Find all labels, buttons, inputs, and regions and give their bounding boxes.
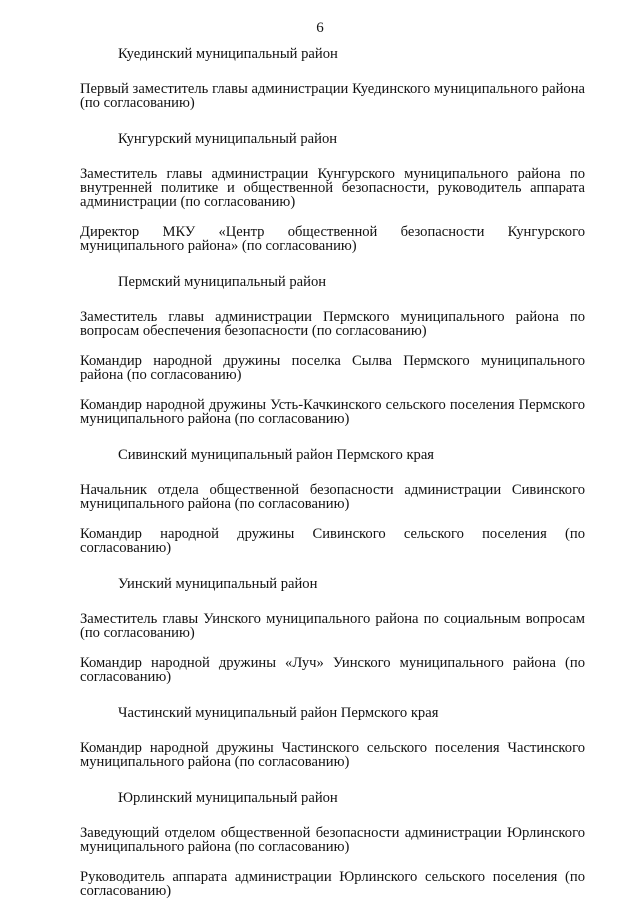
section-heading: Уинский муниципальный район [118,576,318,592]
section-entry: Заместитель главы администрации Пермского муниципального района по вопросам обеспечения безопасности (по согласованию) [80,309,585,339]
section-entry: Командир народной дружины Частинского сельского поселения Частинского муниципального района (по согласованию) [80,740,585,770]
section-entry: Первый заместитель главы администрации Куединского муниципального района (по согласованию) [80,81,585,111]
section-heading: Частинский муниципальный район Пермского края [118,705,439,721]
section-entry: Заведующий отделом общественной безопасности администрации Юрлинского муниципального района (по согласованию) [80,825,585,855]
section-heading: Сивинский муниципальный район Пермского края [118,447,435,463]
section-entry: Командир народной дружины Сивинского сельского поселения (по согласованию) [80,526,585,556]
section-entry: Командир народной дружины поселка Сылва Пермского муниципального района (по согласованию) [80,353,585,383]
document-body [80,47,585,898]
section-entry: Директор МКУ «Центр общественной безопасности Кунгурского муниципального района» (по согласованию) [80,224,585,254]
section-entry: Командир народной дружины Усть-Качкинского сельского поселения Пермского муниципального района (по согласованию) [80,397,585,427]
section-entry: Командир народной дружины «Луч» Уинского муниципального района (по согласованию) [80,655,585,685]
section-heading: Куединский муниципальный район [118,46,338,62]
section-entry: Начальник отдела общественной безопасности администрации Сивинского муниципального района (по согласованию) [80,482,585,512]
page-number: 6 [316,20,324,36]
section-entry: Заместитель главы Уинского муниципального района по социальным вопросам (по согласованию) [80,611,585,641]
section-entry: Руководитель аппарата администрации Юрлинского сельского поселения (по согласованию) [80,869,585,899]
section-heading: Кунгурский муниципальный район [118,131,338,147]
section-entry: Заместитель главы администрации Кунгурского муниципального района по внутренней политике и общественной безопасности, руководитель аппарата администрации (по согласованию) [80,166,585,210]
section-heading: Юрлинский муниципальный район [118,790,338,806]
section-heading: Пермский муниципальный район [118,274,327,290]
